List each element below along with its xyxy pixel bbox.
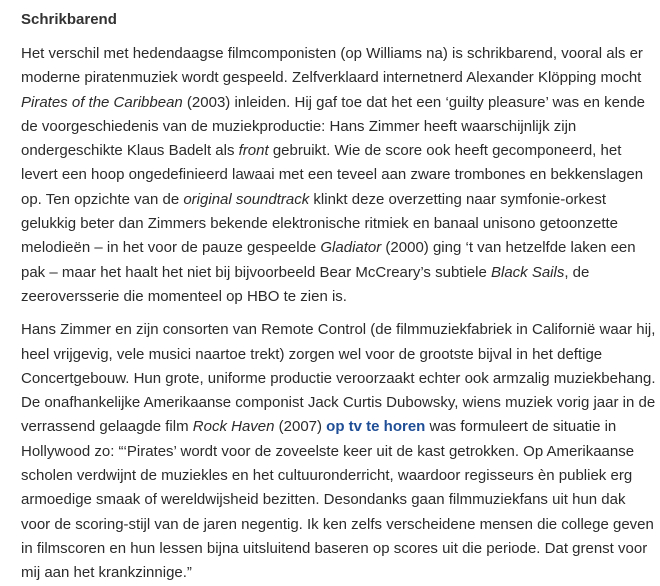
paragraph-2-text-1: Hans Zimmer en zijn consorten van Remote Control (de filmmuziekfabriek in Californië waar hij, heel vrijgevig, vele musici naartoe trekt) zorgen wel voor de grootste bijval in het deftige Concertgebouw. Hun grote, uniforme productie veroorzaakt echter ook armzalig muziekbehang. De onafhankelijke Amerikaanse componist Jack Curtis Dubowsky, wiens muziek vorig jaar in de verrassend gelaagde film <box>21 321 656 436</box>
title-rock-haven: Rock Haven <box>192 418 275 436</box>
paragraph-1-text-6: , de zeeroversserie die momenteel op HBO te zien is. <box>21 263 590 305</box>
section-heading: Schrikbarend <box>21 11 117 28</box>
term-original-soundtrack: original soundtrack <box>183 190 310 208</box>
paragraph-2-text-3: was formuleert de situatie in Hollywood zo: “‘Pirates’ wordt voor de zoveelste keer uit de kast getrokken. Op Amerikaanse scholen verdwijnt de muziekles en het cultuuronderricht, waardoor regisseurs èn publiek erg armoedige smaak of wereldwijsheid bezitten. Desondanks gaan filmmuziekfans uit hun dak voor de scoring-stijl van de jaren negentig. Ik ken zelfs verscheidene mensen die college geven in filmscoren en hun lessen bijna uitsluitend baseren op scores uit die periode. Dat grenst voor mij aan het krankzinnige.” <box>21 418 654 582</box>
title-gladiator: Gladiator <box>320 239 382 257</box>
paragraph-1-text-1: Het verschil met hedendaagse filmcomponisten (op Williams na) is schrikbarend, vooral als er moderne piratenmuziek wordt gespeeld. Zelfverklaard internetnerd Alexander Klöpping mocht <box>21 45 643 87</box>
title-black-sails: Black Sails <box>490 263 565 281</box>
title-pirates: Pirates of the Caribbean <box>21 93 183 111</box>
paragraph-1-text-4: klinkt deze overzetting naar symfonie-orkest gelukkig beter dan Zimmers bekende elektronische ritmiek en banaal unisono getoonzette melodieën – in het voor de pauze gespeelde <box>21 190 619 257</box>
paragraph-1-text-3: gebruikt. Wie de score ook heeft gecomponeerd, het levert een hoop ongedefinieerd lawaai met een teveel aan zware trombones en bekkenslagen op. Ten opzichte van de <box>21 142 644 208</box>
paragraph-1-text-5: (2000) ging ‘t van hetzelfde laken een pak – maar het haalt het niet bij bijvoorbeeld Bear McCreary’s subtiele <box>21 239 636 281</box>
paragraph-1-text-2: (2003) inleiden. Hij gaf toe dat het een ‘guilty pleasure’ was en kende de voorgeschiedenis van de muziekproductie: Hans Zimmer heeft waarschijnlijk zijn ondergeschikte Klaus Badelt als <box>21 93 646 160</box>
paragraph-1 <box>21 42 656 309</box>
tv-link[interactable]: op tv te horen <box>326 418 426 436</box>
term-front: front <box>238 142 269 160</box>
paragraph-2 <box>21 318 656 585</box>
paragraph-2-text-2: (2007) <box>274 418 327 436</box>
